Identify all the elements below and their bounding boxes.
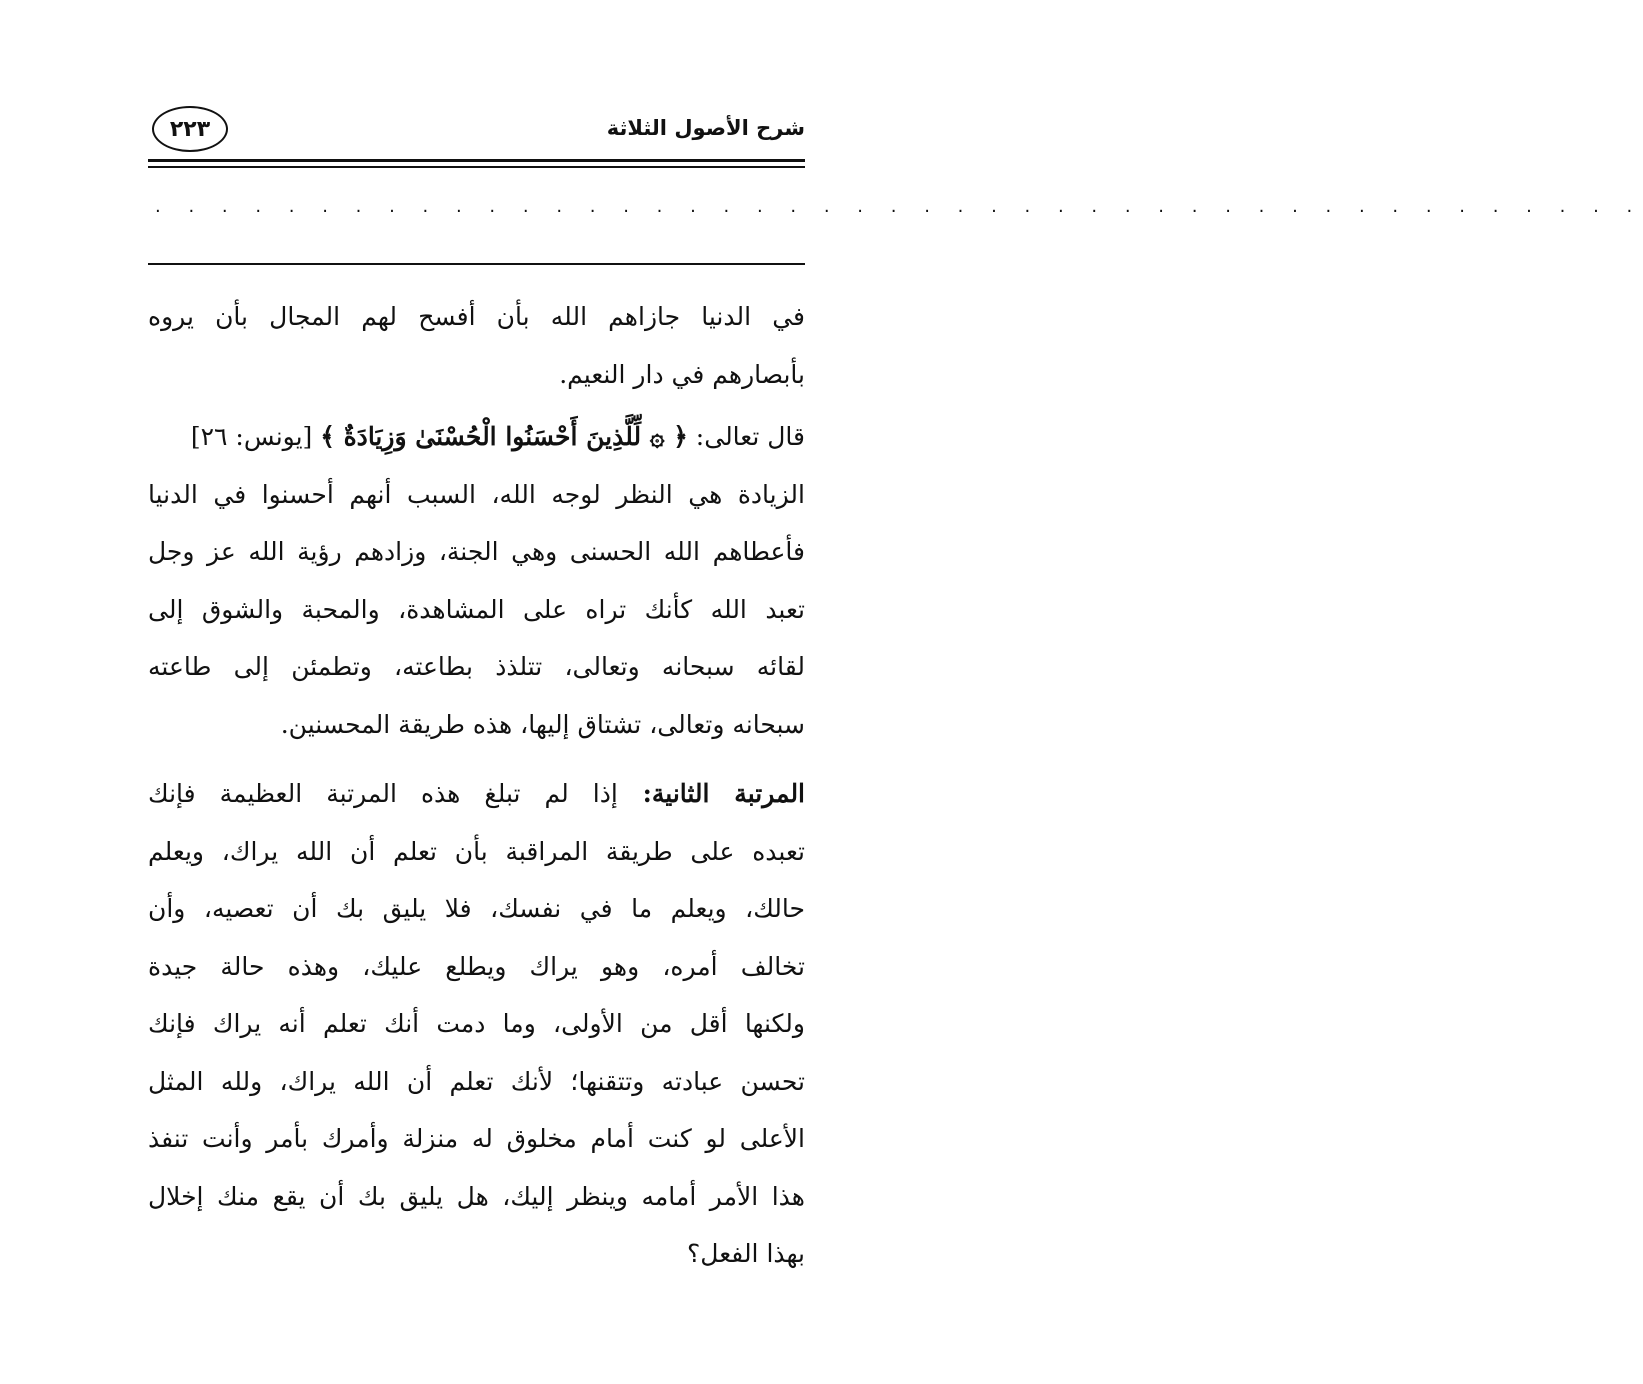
text-line: بهذا الفعل؟ (687, 1239, 805, 1268)
paragraph-3 (148, 765, 805, 1283)
text-line: بأبصارهم في دار النعيم. (559, 359, 805, 389)
text-line: ولكنها أقل من الأولى، وما دمت أنك تعلم أنه يراك فإنك (148, 1009, 805, 1038)
text-line: الزيادة هي النظر لوجه الله، السبب أنهم أحسنوا في الدنيا (148, 479, 805, 509)
header-rule-thick (148, 159, 805, 162)
text-line: حالك، ويعلم ما في نفسك، فلا يليق بك أن تعصيه، وأن (148, 894, 805, 923)
verse-intro: قال تعالى: (687, 422, 805, 451)
header-rule-thin (148, 166, 805, 168)
quran-verse: ﴿ ۞ لِّلَّذِينَ أَحْسَنُوا الْحُسْنَىٰ وَزِيَادَةٌ ﴾ (320, 422, 688, 451)
text-line: تعبده على طريقة المراقبة بأن تعلم أن الله يراك، ويعلم (148, 836, 805, 866)
text-line: تعبد الله كأنك تراه على المشاهدة، والمحبة والشوق إلى (148, 594, 805, 624)
text-line: تخالف أمره، وهو يراك ويطلع عليك، وهذه حالة جيدة (148, 951, 805, 981)
running-header (148, 100, 805, 164)
text-line: هذا الأمر أمامه وينظر إليك، هل يليق بك أن يقع منك إخلال (148, 1181, 805, 1211)
text-line: سبحانه وتعالى، تشتاق إليها، هذه طريقة المحسنين. (280, 709, 805, 739)
text-line: في الدنيا جازاهم الله بأن أفسح لهم المجال بأن يروه (148, 302, 805, 331)
text-line: الأعلى لو كنت أمام مخلوق له منزلة وأمرك بأمر وأنت تنفذ (148, 1124, 805, 1153)
text-line: تحسن عبادته وتتقنها؛ لأنك تعلم أن الله يراك، ولله المثل (148, 1066, 805, 1096)
text-line: فأعطاهم الله الحسنى وهي الجنة، وزادهم رؤية الله عز وجل (148, 537, 805, 566)
section-heading: المرتبة الثانية: (617, 779, 806, 808)
paragraph-1 (148, 288, 805, 403)
book-title: شرح الأصول الثلاثة (606, 116, 805, 140)
verse-citation: [يونس: ٢٦] (190, 422, 321, 451)
page-number: ٢٢٣ (152, 106, 228, 152)
dotted-separator: . . . . . . . . . . . . . . . . . . . . . . . . . . . . . . . . . . . . . . . . . . . . . (155, 196, 1643, 217)
text-line: لقائه سبحانه وتعالى، تتلذذ بطاعته، وتطمئن إلى طاعته (148, 652, 805, 681)
heading-line-rest: إذا لم تبلغ هذه المرتبة العظيمة فإنك (148, 779, 618, 808)
section-divider (148, 263, 805, 265)
verse-line (148, 408, 805, 466)
heading-line (148, 765, 805, 823)
paragraph-2 (148, 408, 805, 753)
